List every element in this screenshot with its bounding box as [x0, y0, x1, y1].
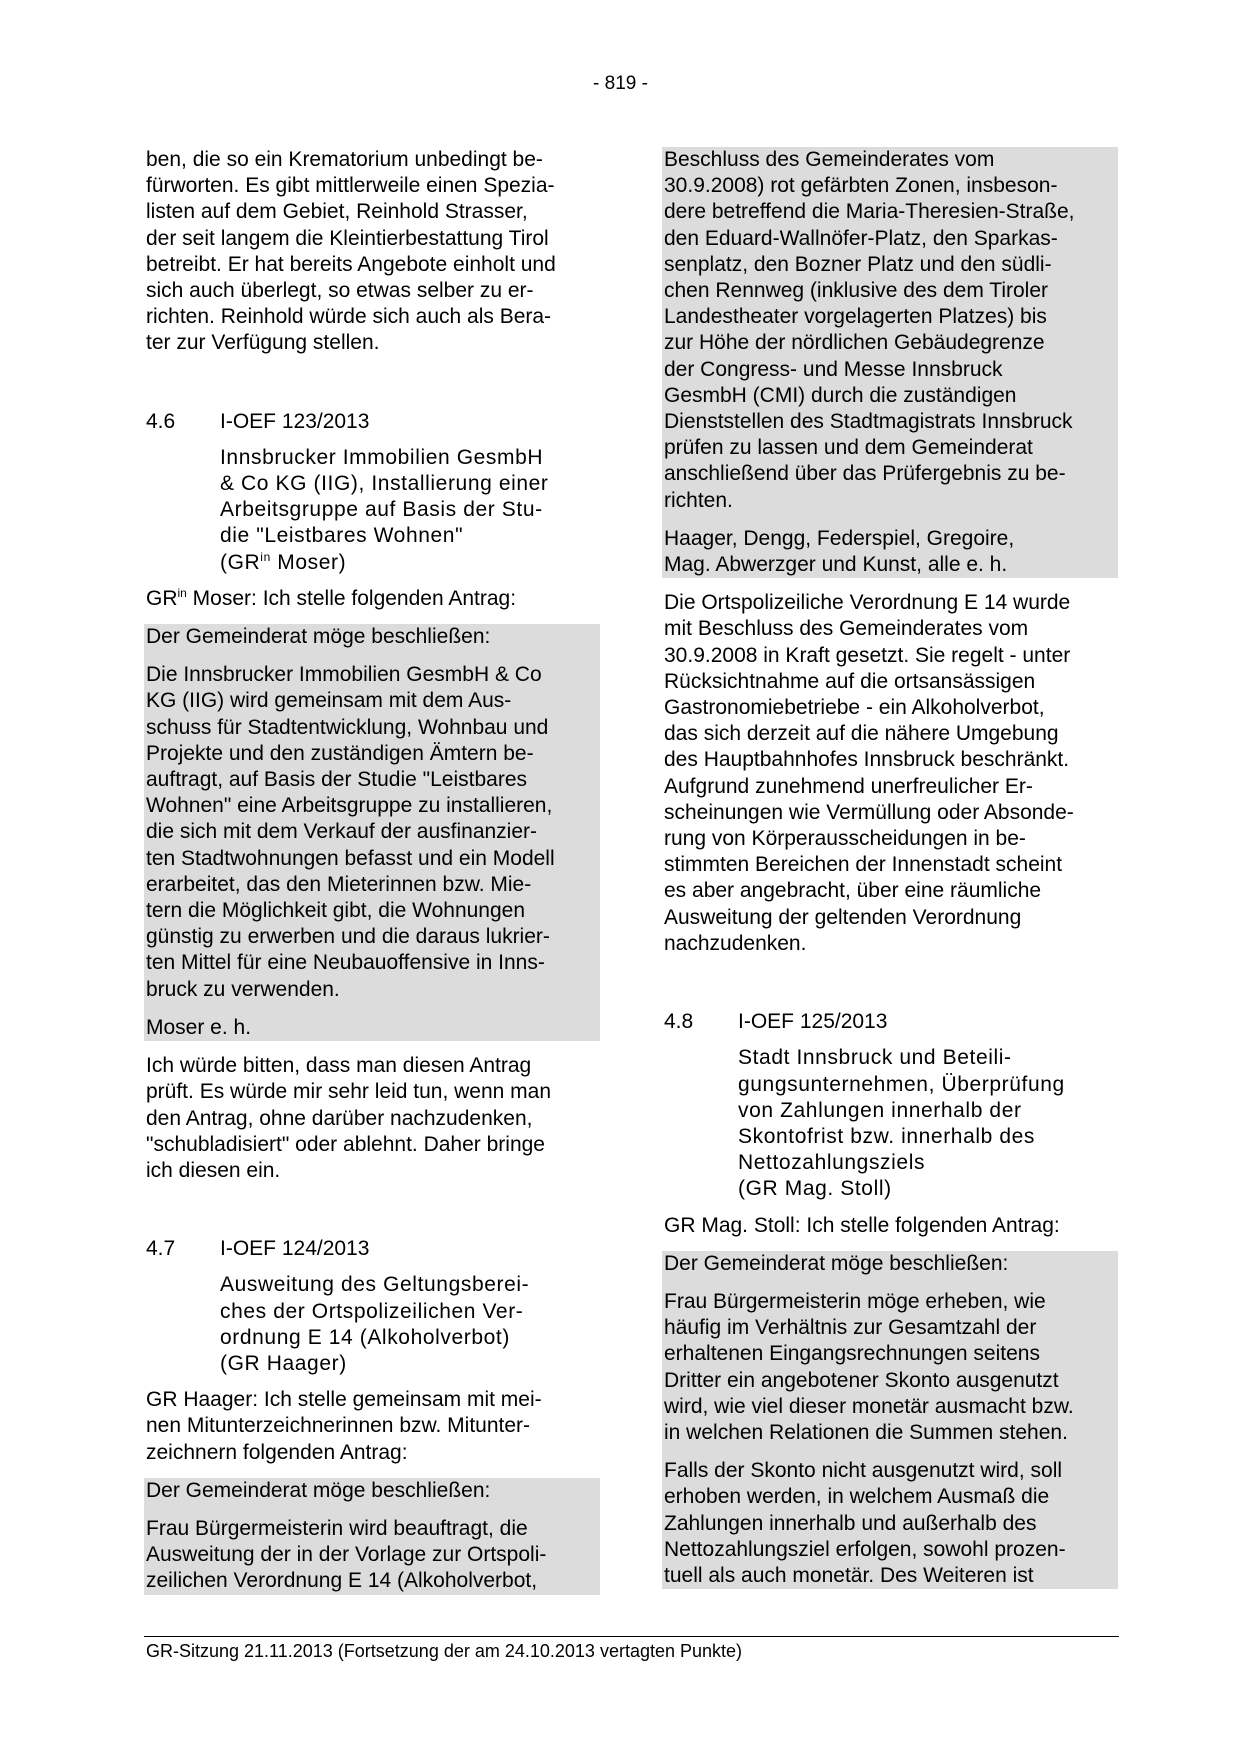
motion-text: Frau Bürgermeisterin möge erheben, wie häufig im Verhältnis zur Gesamtzahl der erhaltenen Eingangsrechnungen seitens Dritter ein angebotener Skonto ausgenutzt wird, wie viel dieser monetär ausmacht bzw. in welchen Relationen die Summen stehen. — [664, 1289, 1074, 1444]
intro-sup: in — [177, 585, 187, 600]
motion-signers: Moser e. h. — [146, 1015, 252, 1039]
motion-intro: GR Haager: Ich stelle gemeinsam mit mei- nen Mitunterzeichnerinnen bzw. Mitunter- zeichnern folgenden Antrag: — [146, 1388, 542, 1464]
section-4-8-title: Stadt Innsbruck und Beteili- gungsunternehmen, Überprüfung von Zahlungen innerhalb der Skontofrist bzw. innerhalb des Nettozahlungsziels (GR Mag. Stoll) — [738, 1046, 1065, 1201]
intro-prefix: GR — [146, 586, 178, 610]
motion-intro — [146, 586, 598, 612]
right-column — [664, 147, 1116, 1589]
explanation-paragraph: Die Ortspolizeiliche Verordnung E 14 wurde mit Beschluss des Gemeinderates vom 30.9.2008 in Kraft gesetzt. Sie regelt - unter Rücksichtnahme auf die ortsansässigen Gastronomiebetriebe - ein Alkoholverbot, das sich derzeit auf die nähere Umgebung des Hauptbahnhofes Innsbruck beschränkt. Aufgrund zunehmend unerfreulicher Er- scheinungen wie Vermüllung oder Absonde- rung von Körperausscheidungen in be- stimmten Bereichen der Innenstadt scheint es aber angebracht, über eine räumliche Ausweitung der geltenden Verordnung nachzudenken. — [664, 591, 1074, 955]
motion-box-4-7-continued — [662, 147, 1118, 578]
author-name: Moser) — [270, 550, 347, 574]
followup-paragraph: Ich würde bitten, dass man diesen Antrag prüft. Es würde mir sehr leid tun, wenn man den Antrag, ohne darüber nachzudenken, "schubladisiert" oder ablehnt. Daher bringe ich diesen ein. — [146, 1054, 552, 1182]
resolve-line: Der Gemeinderat möge beschließen: — [146, 625, 491, 649]
motion-text-continued: Beschluss des Gemeinderates vom 30.9.2008) rot gefärbten Zonen, insbeson- dere betreffend die Maria-Theresien-Straße, den Eduard-Wallnöfer-Platz, den Sparkas- senplatz, den Bozner Platz und den südli- chen Rennweg (inklusive des dem Tiroler Landestheater vorgelagerten Platzes) bis zur Höhe der nördlichen Gebäudegrenze der Congress- und Messe Innsbruck GesmbH (CMI) durch die zuständigen Dienststellen des Stadtmagistrats Innsbruck prüfen zu lassen und dem Gemeinderat anschließend über das Prüfergebnis zu be- richten. — [664, 148, 1075, 512]
intro-paragraph: ben, die so ein Krematorium unbedingt be- fürworten. Es gibt mittlerweile einen Spezia- listen auf dem Gebiet, Reinhold Strasser, der seit langem die Kleintierbestattung Tirol betreibt. Er hat bereits Angebote einholt und sich auch überlegt, so etwas selber zu er- richten. Reinhold würde sich auch als Bera- ter zur Verfügung stellen. — [146, 148, 556, 355]
section-number: 4.6 — [146, 409, 176, 433]
footer-divider — [144, 1636, 1119, 1637]
motion-box-4-8 — [662, 1251, 1118, 1589]
section-number: 4.8 — [664, 1010, 694, 1034]
intro-text: Moser: Ich stelle folgenden Antrag: — [186, 586, 517, 610]
motion-text: Die Innsbrucker Immobilien GesmbH & Co KG (IIG) wird gemeinsam mit dem Aus- schuss für Stadtentwicklung, Wohnbau und Projekte und den zuständigen Ämtern be- auftragt, auf Basis der Studie "Leistbares Wohnen" eine Arbeitsgruppe zu installieren, die sich mit dem Verkauf der ausfinanzier- ten Stadtwohnungen befasst und ein Modell erarbeitet, das den Mieterinnen bzw. Mie- tern die Möglichkeit gibt, die Wohnungen günstig zu erwerben und die daraus lukrier- ten Mittel für eine Neubauoffensive in Inns- bruck zu verwenden. — [146, 663, 555, 1001]
resolve-line: Der Gemeinderat möge beschließen: — [146, 1478, 491, 1502]
motion-box-4-6 — [144, 624, 600, 1041]
section-title-text: Innsbrucker Immobilien GesmbH & Co KG (IIG), Installierung einer Arbeitsgruppe auf Basis der Stu- die "Leistbares Wohnen" — [220, 445, 549, 548]
motion-text-2: Falls der Skonto nicht ausgenutzt wird, soll erhoben werden, in welchem Ausmaß die Zahlungen innerhalb und außerhalb des Nettozahlungsziel erfolgen, sowohl prozen- tuell als auch monetär. Des Weiteren ist — [664, 1459, 1066, 1587]
section-number: 4.7 — [146, 1237, 176, 1261]
motion-signers: Haager, Dengg, Federspiel, Gregoire, Mag. Abwerzger und Kunst, alle e. h. — [664, 526, 1015, 577]
section-4-6-title — [220, 445, 598, 576]
motion-text: Frau Bürgermeisterin wird beauftragt, die Ausweitung der in der Vorlage zur Ortspoli- zeilichen Verordnung E 14 (Alkoholverbot, — [146, 1516, 547, 1593]
resolve-line: Der Gemeinderat möge beschließen: — [664, 1251, 1009, 1275]
page-number: - 819 - — [593, 73, 648, 94]
section-4-6-heading — [146, 409, 598, 435]
section-4-8-heading — [664, 1009, 1116, 1035]
section-reference: I-OEF 124/2013 — [220, 1237, 370, 1261]
footer-text: GR-Sitzung 21.11.2013 (Fortsetzung der am 24.10.2013 vertagten Punkte) — [146, 1641, 743, 1661]
section-reference: I-OEF 123/2013 — [220, 409, 370, 433]
section-4-7-title: Ausweitung des Geltungsberei- ches der Ortspolizeilichen Ver- ordnung E 14 (Alkoholverbot) (GR Haager) — [220, 1273, 530, 1375]
left-column — [146, 147, 598, 1595]
section-reference: I-OEF 125/2013 — [738, 1010, 888, 1034]
motion-box-4-7 — [144, 1478, 600, 1595]
author-sup: in — [260, 549, 271, 564]
motion-intro: GR Mag. Stoll: Ich stelle folgenden Antrag: — [664, 1213, 1060, 1237]
author-prefix: (GR — [220, 550, 261, 574]
section-4-7-heading — [146, 1236, 598, 1262]
